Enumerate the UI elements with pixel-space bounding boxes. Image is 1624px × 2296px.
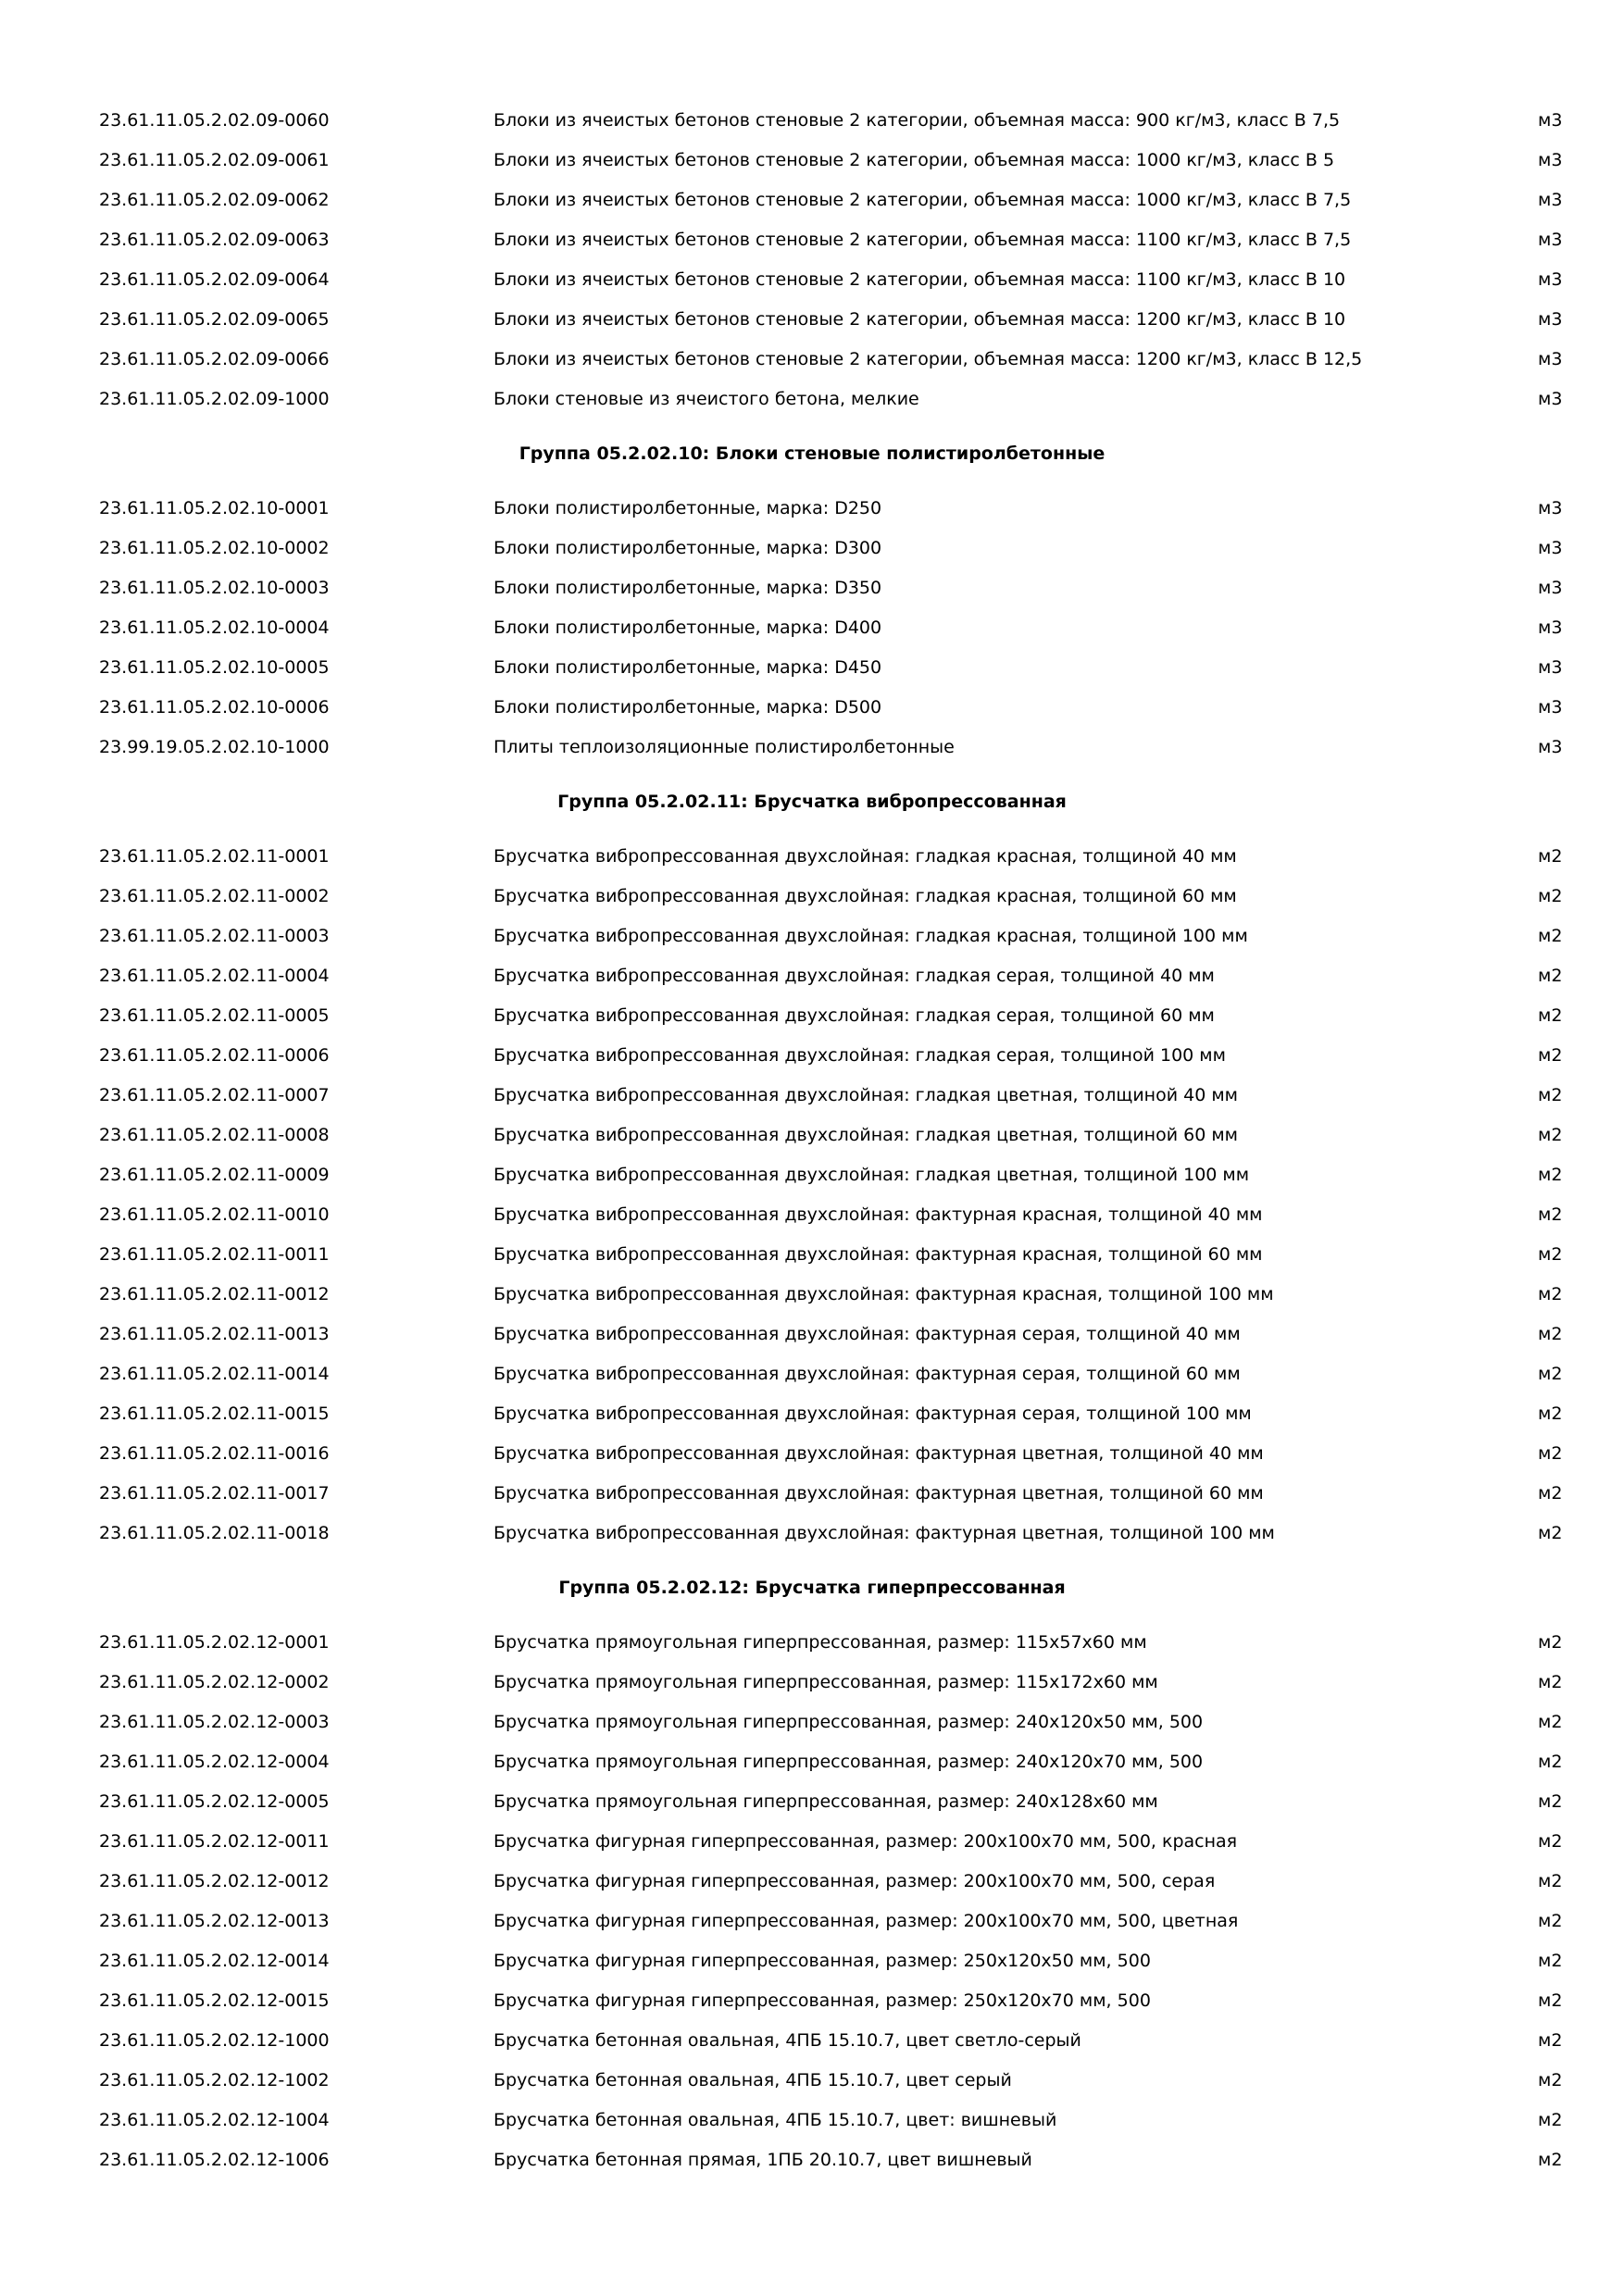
resource-code: 23.61.11.05.2.02.12-0002	[99, 1672, 330, 1692]
resource-code: 23.61.11.05.2.02.11-0004	[99, 966, 330, 986]
resource-name: Блоки полистиролбетонные, марка: D250	[493, 498, 882, 518]
table-row	[0, 341, 1624, 378]
unit-of-measure: м2	[1538, 1483, 1563, 1504]
unit-of-measure: м3	[1538, 737, 1563, 757]
resource-name: Брусчатка фигурная гиперпрессованная, размер: 200х100х70 мм, 500, цветная	[493, 1911, 1239, 1931]
resource-code: 23.61.11.05.2.02.11-0011	[99, 1244, 330, 1265]
table-row	[0, 1783, 1624, 1820]
table-row	[0, 957, 1624, 994]
table-row	[0, 878, 1624, 915]
unit-of-measure: м2	[1538, 1951, 1563, 1971]
table-row	[0, 1395, 1624, 1432]
table-row	[0, 1515, 1624, 1552]
resource-name: Брусчатка вибропрессованная двухслойная: фактурная серая, толщиной 100 мм	[493, 1404, 1252, 1424]
table-row	[0, 381, 1624, 418]
unit-of-measure: м2	[1538, 1364, 1563, 1384]
unit-of-measure: м2	[1538, 1284, 1563, 1304]
resource-name: Брусчатка вибропрессованная двухслойная: фактурная цветная, толщиной 100 мм	[493, 1523, 1275, 1543]
unit-of-measure: м2	[1538, 1632, 1563, 1653]
resource-code: 23.61.11.05.2.02.12-0011	[99, 1831, 330, 1852]
unit-of-measure: м2	[1538, 1204, 1563, 1225]
table-row	[0, 2062, 1624, 2099]
unit-of-measure: м2	[1538, 1672, 1563, 1692]
table-row	[0, 1276, 1624, 1313]
resource-name: Брусчатка вибропрессованная двухслойная: гладкая серая, толщиной 40 мм	[493, 966, 1215, 986]
resource-code: 23.61.11.05.2.02.10-0004	[99, 618, 330, 638]
resource-code: 23.61.11.05.2.02.09-0061	[99, 150, 330, 170]
resource-code: 23.61.11.05.2.02.12-1004	[99, 2110, 330, 2130]
resource-code: 23.61.11.05.2.02.12-0005	[99, 1791, 330, 1812]
table-row	[0, 917, 1624, 955]
resource-name: Блоки полистиролбетонные, марка: D500	[493, 697, 882, 718]
resource-name: Блоки полистиролбетонные, марка: D300	[493, 538, 882, 558]
resource-name: Брусчатка вибропрессованная двухслойная: гладкая серая, толщиной 60 мм	[493, 1005, 1215, 1026]
table-row	[0, 729, 1624, 766]
unit-of-measure: м3	[1538, 498, 1563, 518]
unit-of-measure: м3	[1538, 309, 1563, 330]
resource-code: 23.99.19.05.2.02.10-1000	[99, 737, 330, 757]
unit-of-measure: м2	[1538, 1244, 1563, 1265]
unit-of-measure: м3	[1538, 269, 1563, 290]
resource-name: Брусчатка прямоугольная гиперпрессованная, размер: 115х57х60 мм	[493, 1632, 1147, 1653]
resource-code: 23.61.11.05.2.02.11-0006	[99, 1045, 330, 1066]
resource-name: Брусчатка вибропрессованная двухслойная: гладкая цветная, толщиной 60 мм	[493, 1125, 1238, 1145]
resource-code: 23.61.11.05.2.02.11-0016	[99, 1443, 330, 1464]
unit-of-measure: м2	[1538, 1831, 1563, 1852]
resource-code: 23.61.11.05.2.02.12-0012	[99, 1871, 330, 1891]
resource-code: 23.61.11.05.2.02.11-0014	[99, 1364, 330, 1384]
unit-of-measure: м2	[1538, 1911, 1563, 1931]
resource-name: Брусчатка фигурная гиперпрессованная, размер: 200х100х70 мм, 500, серая	[493, 1871, 1216, 1891]
table-row	[0, 1903, 1624, 1940]
resource-name: Блоки из ячеистых бетонов стеновые 2 категории, объемная масса: 1200 кг/м3, класс В 12,5	[493, 349, 1363, 369]
unit-of-measure: м2	[1538, 2070, 1563, 2090]
unit-of-measure: м2	[1538, 1871, 1563, 1891]
table-row	[0, 2141, 1624, 2178]
resource-name: Блоки из ячеистых бетонов стеновые 2 категории, объемная масса: 1100 кг/м3, класс В 10	[493, 269, 1346, 290]
resource-name: Брусчатка бетонная овальная, 4ПБ 15.10.7, цвет серый	[493, 2070, 1012, 2090]
unit-of-measure: м2	[1538, 1125, 1563, 1145]
resource-code: 23.61.11.05.2.02.12-0001	[99, 1632, 330, 1653]
resource-code: 23.61.11.05.2.02.11-0003	[99, 926, 330, 946]
resource-code: 23.61.11.05.2.02.12-0004	[99, 1752, 330, 1772]
resource-name: Блоки полистиролбетонные, марка: D350	[493, 578, 882, 598]
resource-name: Брусчатка бетонная овальная, 4ПБ 15.10.7, цвет светло-серый	[493, 2030, 1081, 2051]
unit-of-measure: м3	[1538, 578, 1563, 598]
resource-code: 23.61.11.05.2.02.11-0012	[99, 1284, 330, 1304]
resource-code: 23.61.11.05.2.02.11-0015	[99, 1404, 330, 1424]
table-row	[0, 1117, 1624, 1154]
resource-name: Блоки из ячеистых бетонов стеновые 2 категории, объемная масса: 1000 кг/м3, класс В 7,5	[493, 190, 1352, 210]
resource-code: 23.61.11.05.2.02.11-0005	[99, 1005, 330, 1026]
table-row	[0, 1743, 1624, 1780]
table-row	[0, 1703, 1624, 1741]
unit-of-measure: м2	[1538, 2030, 1563, 2051]
unit-of-measure: м2	[1538, 1752, 1563, 1772]
unit-of-measure: м2	[1538, 1085, 1563, 1105]
table-row	[0, 689, 1624, 726]
resource-code: 23.61.11.05.2.02.10-0006	[99, 697, 330, 718]
resource-name: Брусчатка фигурная гиперпрессованная, размер: 250х120х50 мм, 500	[493, 1951, 1151, 1971]
resource-name: Блоки из ячеистых бетонов стеновые 2 категории, объемная масса: 1100 кг/м3, класс В 7,5	[493, 230, 1352, 250]
resource-code: 23.61.11.05.2.02.10-0003	[99, 578, 330, 598]
resource-name: Брусчатка вибропрессованная двухслойная: гладкая цветная, толщиной 40 мм	[493, 1085, 1238, 1105]
unit-of-measure: м2	[1538, 1443, 1563, 1464]
unit-of-measure: м2	[1538, 1404, 1563, 1424]
table-row	[0, 1664, 1624, 1701]
group-heading: Группа 05.2.02.10: Блоки стеновые полистиролбетонные	[518, 443, 1106, 464]
unit-of-measure: м2	[1538, 1165, 1563, 1185]
table-row	[0, 609, 1624, 646]
resource-code: 23.61.11.05.2.02.12-0015	[99, 1990, 330, 2011]
resource-code: 23.61.11.05.2.02.09-0063	[99, 230, 330, 250]
resource-name: Блоки полистиролбетонные, марка: D450	[493, 657, 882, 678]
resource-name: Брусчатка вибропрессованная двухслойная: фактурная красная, толщиной 40 мм	[493, 1204, 1263, 1225]
table-row	[0, 1196, 1624, 1233]
unit-of-measure: м2	[1538, 846, 1563, 867]
table-row	[0, 261, 1624, 298]
table-row	[0, 221, 1624, 258]
table-row	[0, 1435, 1624, 1472]
table-row	[0, 102, 1624, 139]
table-row	[0, 2022, 1624, 2059]
resource-code: 23.61.11.05.2.02.12-1002	[99, 2070, 330, 2090]
resource-name: Брусчатка вибропрессованная двухслойная: фактурная красная, толщиной 100 мм	[493, 1284, 1274, 1304]
resource-code: 23.61.11.05.2.02.11-0010	[99, 1204, 330, 1225]
resource-name: Брусчатка фигурная гиперпрессованная, размер: 200х100х70 мм, 500, красная	[493, 1831, 1238, 1852]
unit-of-measure: м2	[1538, 1045, 1563, 1066]
resource-code: 23.61.11.05.2.02.11-0007	[99, 1085, 330, 1105]
unit-of-measure: м2	[1538, 926, 1563, 946]
unit-of-measure: м2	[1538, 1523, 1563, 1543]
unit-of-measure: м2	[1538, 2110, 1563, 2130]
table-row	[0, 2102, 1624, 2139]
resource-name: Брусчатка бетонная овальная, 4ПБ 15.10.7, цвет: вишневый	[493, 2110, 1057, 2130]
resource-name: Брусчатка вибропрессованная двухслойная: фактурная красная, толщиной 60 мм	[493, 1244, 1263, 1265]
resource-code: 23.61.11.05.2.02.12-1000	[99, 2030, 330, 2051]
resource-name: Брусчатка прямоугольная гиперпрессованная, размер: 240х128х60 мм	[493, 1791, 1158, 1812]
unit-of-measure: м2	[1538, 1005, 1563, 1026]
resource-name: Блоки полистиролбетонные, марка: D400	[493, 618, 882, 638]
resource-name: Брусчатка бетонная прямая, 1ПБ 20.10.7, цвет вишневый	[493, 2150, 1032, 2170]
resource-name: Брусчатка прямоугольная гиперпрессованная, размер: 240х120х50 мм, 500	[493, 1712, 1204, 1732]
resource-name: Брусчатка вибропрессованная двухслойная: гладкая красная, толщиной 60 мм	[493, 886, 1237, 906]
resource-code: 23.61.11.05.2.02.11-0008	[99, 1125, 330, 1145]
table-row	[0, 1624, 1624, 1661]
table-row	[0, 1037, 1624, 1074]
unit-of-measure: м2	[1538, 966, 1563, 986]
unit-of-measure: м2	[1538, 1324, 1563, 1344]
table-row	[0, 142, 1624, 179]
resource-code: 23.61.11.05.2.02.11-0009	[99, 1165, 330, 1185]
resource-code: 23.61.11.05.2.02.11-0002	[99, 886, 330, 906]
resource-name: Блоки из ячеистых бетонов стеновые 2 категории, объемная масса: 1000 кг/м3, класс В 5	[493, 150, 1335, 170]
group-heading: Группа 05.2.02.12: Брусчатка гиперпрессованная	[558, 1578, 1066, 1598]
resource-name: Блоки из ячеистых бетонов стеновые 2 категории, объемная масса: 900 кг/м3, класс В 7,5	[493, 110, 1341, 131]
unit-of-measure: м3	[1538, 230, 1563, 250]
table-row	[0, 1475, 1624, 1512]
resource-name: Блоки стеновые из ячеистого бетона, мелкие	[493, 389, 919, 409]
resource-name: Брусчатка вибропрессованная двухслойная: гладкая серая, толщиной 100 мм	[493, 1045, 1226, 1066]
table-row	[0, 1863, 1624, 1900]
table-row	[0, 1077, 1624, 1114]
unit-of-measure: м2	[1538, 886, 1563, 906]
table-row	[0, 569, 1624, 606]
resource-name: Брусчатка вибропрессованная двухслойная: фактурная серая, толщиной 60 мм	[493, 1364, 1241, 1384]
group-heading: Группа 05.2.02.11: Брусчатка вибропрессованная	[557, 792, 1067, 812]
unit-of-measure: м3	[1538, 697, 1563, 718]
resource-name: Брусчатка прямоугольная гиперпрессованная, размер: 115х172х60 мм	[493, 1672, 1158, 1692]
unit-of-measure: м3	[1538, 538, 1563, 558]
resource-name: Брусчатка вибропрессованная двухслойная: фактурная серая, толщиной 40 мм	[493, 1324, 1241, 1344]
resource-code: 23.61.11.05.2.02.09-0064	[99, 269, 330, 290]
unit-of-measure: м2	[1538, 1712, 1563, 1732]
resource-code: 23.61.11.05.2.02.09-0060	[99, 110, 330, 131]
resource-code: 23.61.11.05.2.02.11-0018	[99, 1523, 330, 1543]
unit-of-measure: м2	[1538, 1791, 1563, 1812]
table-row	[0, 530, 1624, 567]
table-row	[0, 1236, 1624, 1273]
table-row	[0, 490, 1624, 527]
resource-name: Брусчатка вибропрессованная двухслойная: гладкая красная, толщиной 100 мм	[493, 926, 1248, 946]
table-row	[0, 1942, 1624, 1979]
table-row	[0, 1156, 1624, 1193]
resource-name: Брусчатка прямоугольная гиперпрессованная, размер: 240х120х70 мм, 500	[493, 1752, 1204, 1772]
resource-code: 23.61.11.05.2.02.10-0002	[99, 538, 330, 558]
resource-code: 23.61.11.05.2.02.09-0065	[99, 309, 330, 330]
resource-code: 23.61.11.05.2.02.12-0013	[99, 1911, 330, 1931]
table-row	[0, 181, 1624, 218]
resource-code: 23.61.11.05.2.02.11-0017	[99, 1483, 330, 1504]
resource-name: Брусчатка фигурная гиперпрессованная, размер: 250х120х70 мм, 500	[493, 1990, 1151, 2011]
resource-code: 23.61.11.05.2.02.11-0001	[99, 846, 330, 867]
table-row	[0, 838, 1624, 875]
resource-name: Блоки из ячеистых бетонов стеновые 2 категории, объемная масса: 1200 кг/м3, класс В 10	[493, 309, 1346, 330]
unit-of-measure: м2	[1538, 2150, 1563, 2170]
resource-name: Брусчатка вибропрессованная двухслойная: гладкая цветная, толщиной 100 мм	[493, 1165, 1250, 1185]
resource-code: 23.61.11.05.2.02.12-1006	[99, 2150, 330, 2170]
table-row	[0, 997, 1624, 1034]
resource-code: 23.61.11.05.2.02.12-0014	[99, 1951, 330, 1971]
resource-code: 23.61.11.05.2.02.11-0013	[99, 1324, 330, 1344]
resource-name: Брусчатка вибропрессованная двухслойная: фактурная цветная, толщиной 40 мм	[493, 1443, 1264, 1464]
resource-name: Плиты теплоизоляционные полистиролбетонные	[493, 737, 955, 757]
table-row	[0, 1316, 1624, 1353]
resource-code: 23.61.11.05.2.02.09-0066	[99, 349, 330, 369]
table-row	[0, 649, 1624, 686]
unit-of-measure: м3	[1538, 618, 1563, 638]
unit-of-measure: м2	[1538, 1990, 1563, 2011]
unit-of-measure: м3	[1538, 657, 1563, 678]
unit-of-measure: м3	[1538, 349, 1563, 369]
resource-code: 23.61.11.05.2.02.12-0003	[99, 1712, 330, 1732]
resource-code: 23.61.11.05.2.02.09-1000	[99, 389, 330, 409]
resource-code: 23.61.11.05.2.02.10-0001	[99, 498, 330, 518]
resource-code: 23.61.11.05.2.02.10-0005	[99, 657, 330, 678]
unit-of-measure: м3	[1538, 190, 1563, 210]
table-row	[0, 1823, 1624, 1860]
table-row	[0, 1355, 1624, 1392]
table-row	[0, 301, 1624, 338]
table-row	[0, 1982, 1624, 2019]
unit-of-measure: м3	[1538, 389, 1563, 409]
unit-of-measure: м3	[1538, 150, 1563, 170]
unit-of-measure: м3	[1538, 110, 1563, 131]
resource-code: 23.61.11.05.2.02.09-0062	[99, 190, 330, 210]
resource-name: Брусчатка вибропрессованная двухслойная: гладкая красная, толщиной 40 мм	[493, 846, 1237, 867]
resource-name: Брусчатка вибропрессованная двухслойная: фактурная цветная, толщиной 60 мм	[493, 1483, 1264, 1504]
